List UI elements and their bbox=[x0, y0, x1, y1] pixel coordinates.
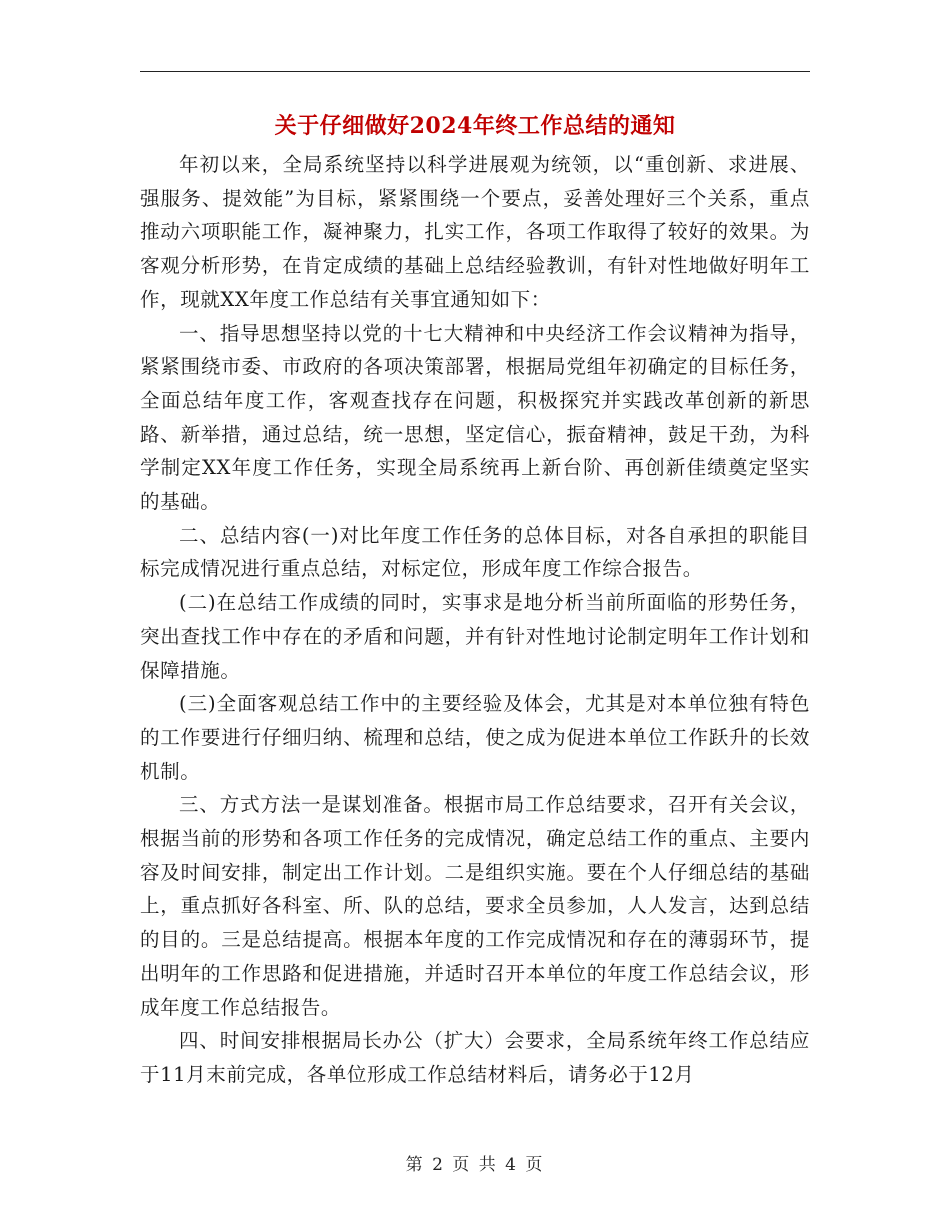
paragraph-guiding-thought: 一、指导思想坚持以党的十七大精神和中央经济工作会议精神为指导，紧紧围绕市委、市政府的各项决策部署，根据局党组年初确定的目标任务，全面总结年度工作，客观查找存在问题，积极探究并实践改革创新的新思路、新举措，通过总结，统一思想，坚定信心，振奋精神，鼓足干劲，为科学制定XX年度工作任务，实现全局系统再上新台阶、再创新佳绩奠定坚实的基础。 bbox=[140, 321, 810, 514]
document-body bbox=[140, 148, 810, 1092]
paragraph-content-1: 二、总结内容(一)对比年度工作任务的总体目标，对各自承担的职能目标完成情况进行重点总结，对标定位，形成年度工作综合报告。 bbox=[140, 523, 810, 581]
paragraph-content-3: (三)全面客观总结工作中的主要经验及体会，尤其是对本单位独有特色的工作要进行仔细归纳、梳理和总结，使之成为促进本单位工作跃升的长效机制。 bbox=[140, 692, 810, 783]
paragraph-content-2: (二)在总结工作成绩的同时，实事求是地分析当前所面临的形势任务，突出查找工作中存在的矛盾和问题，并有针对性地讨论制定明年工作计划和保障措施。 bbox=[140, 591, 810, 682]
header-rule bbox=[140, 71, 810, 72]
paragraph-methods: 三、方式方法一是谋划准备。根据市局工作总结要求，召开有关会议，根据当前的形势和各项工作任务的完成情况，确定总结工作的重点、主要内容及时间安排，制定出工作计划。二是组织实施。要在个人仔细总结的基础上，重点抓好各科室、所、队的总结，要求全员参加，人人发言，达到总结的目的。三是总结提高。根据本年度的工作完成情况和存在的薄弱环节，提出明年的工作思路和促进措施，并适时召开本单位的年度工作总结会议，形成年度工作总结报告。 bbox=[140, 793, 810, 1019]
document-title: 关于仔细做好2024年终工作总结的通知 bbox=[274, 113, 676, 139]
paragraph-intro: 年初以来，全局系统坚持以科学进展观为统领，以“重创新、求进展、强服务、提效能”为目标，紧紧围绕一个要点，妥善处理好三个关系，重点推动六项职能工作，凝神聚力，扎实工作，各项工作取得了较好的效果。为客观分析形势，在肯定成绩的基础上总结经验教训，有针对性地做好明年工作，现就XX年度工作总结有关事宜通知如下： bbox=[140, 153, 810, 311]
page-number: 第 2 页 共 4 页 bbox=[405, 1155, 545, 1175]
paragraph-schedule: 四、时间安排根据局长办公（扩大）会要求，全局系统年终工作总结应于11月末前完成，各单位形成工作总结材料后，请务必于12月 bbox=[140, 1029, 810, 1086]
